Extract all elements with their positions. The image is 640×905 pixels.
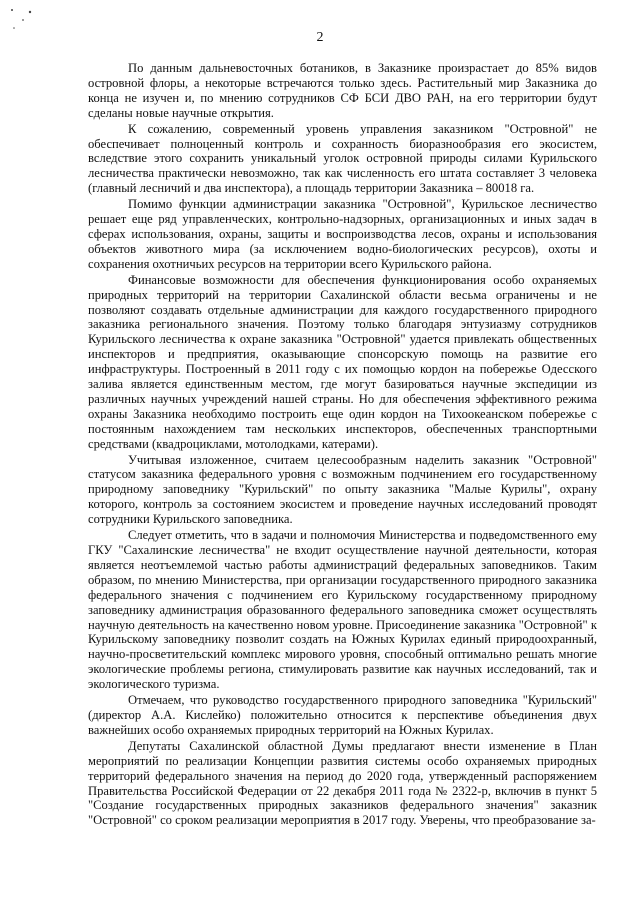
paragraph-management: К сожалению, современный уровень управления заказником "Островной" не обеспечивает полноценный контроль и сохранность биоразнообразия его экосистем, вследствие этого сохранить уникальный уголок островной природы силами Курильского лесничества практически невозможно, так как численность его штата составляет 3 человека (главный лесничий и два инспектора), а площадь территории Заказника – 80018 га. bbox=[88, 121, 597, 196]
paragraph-financing: Финансовые возможности для обеспечения функционирования особо охраняемых природных территорий на территории Сахалинской области весьма ограничены и не позволяют создавать отдельные администрации для каждого государственного природного заказника регионального значения. Поэтому только благодаря энтузиазму сотрудников Курильского лесничества к охране заказника "Островной" удается привлекать общественных инспекторов и предприятия, оказывающие спонсорскую помощь на развитие его инфраструктуры. Построенный в 2011 году с их помощью кордон на побережье Одесского залива является единственным местом, где могут базироваться научные экспедиции из различных научных учреждений нашей страны. Но для обеспечения эффективного режима охраны Заказника необходимо построить еще один кордон на Тихоокеанском побережье с постоянным нахождением там нескольких инспекторов, обеспеченных транспортными средствами (квадроциклами, мотолодками, катерами). bbox=[88, 272, 597, 451]
paragraph-proposal: Учитывая изложенное, считаем целесообразным наделить заказник "Островной" статусом заказника федерального уровня с возможным подчинением его государственному природному заповеднику "Курильский" по опыту заказника "Малые Курилы", охрану которого, контроль за состоянием экосистем и проведение научных исследований проводят сотрудники Курильского заповедника. bbox=[88, 452, 597, 527]
paragraph-deputies-request: Депутаты Сахалинской областной Думы предлагают внести изменение в План мероприятий по реализации Концепции развития системы особо охраняемых природных территорий федерального значения на период до 2020 года, утвержденный распоряжением Правительства Российской Федерации от 22 декабря 2011 года № 2322-р, включив в пункт 5 "Создание государственных природных заказников федерального значения" заказник "Островной" со сроком реализации мероприятия в 2017 году. Уверены, что преобразование за- bbox=[88, 738, 597, 828]
paragraph-flora: По данным дальневосточных ботаников, в Заказнике произрастает до 85% видов островной флоры, а некоторые встречаются только здесь. Растительный мир Заказника до конца не изучен и, по мнению сотрудников СФ БСИ ДВО РАН, на его территории будут сделаны новые научные открытия. bbox=[88, 61, 597, 120]
document-body bbox=[88, 61, 597, 829]
paragraph-reserve-support: Отмечаем, что руководство государственного природного заповедника "Курильский" (директор А.А. Кислейко) положительно относится к перспективе объединения двух важнейших особо охраняемых природных территорий на Южных Курилах. bbox=[88, 693, 597, 737]
paragraph-forestry-functions: Помимо функции администрации заказника "Островной", Курильское лесничество решает еще ряд управленческих, контрольно-надзорных, организационных и иных задач в сферах использования, охраны, защиты и воспроизводства лесов, охраны и использования объектов животного мира (за исключением водно-биологических ресурсов), охоты и сохранения охотничьих ресурсов на территории всего Курильского района. bbox=[88, 197, 597, 271]
page-number: 2 bbox=[316, 30, 324, 45]
paragraph-ministry-note: Следует отметить, что в задачи и полномочия Министерства и подведомственного ему ГКУ "Сахалинские лесничества" не входит осуществление научной деятельности, которая является неотъемлемой частью работы администраций федеральных заповедников. Таким образом, по мнению Министерства, при организации государственного природного заказника федерального значения с подчинением его Курильскому государственному природному заповеднику администрация образованного федерального заповедника сможет осуществлять научную деятельность на качественно новом уровне. Присоединение заказника "Островной" к Курильскому заповеднику позволит создать на Южных Курилах единый природоохранный, научно-просветительский комплекс мирового уровня, способный оптимально решать многие экологические проблемы региона, стимулировать развитие как научных исследований, так и экологического туризма. bbox=[88, 528, 597, 692]
